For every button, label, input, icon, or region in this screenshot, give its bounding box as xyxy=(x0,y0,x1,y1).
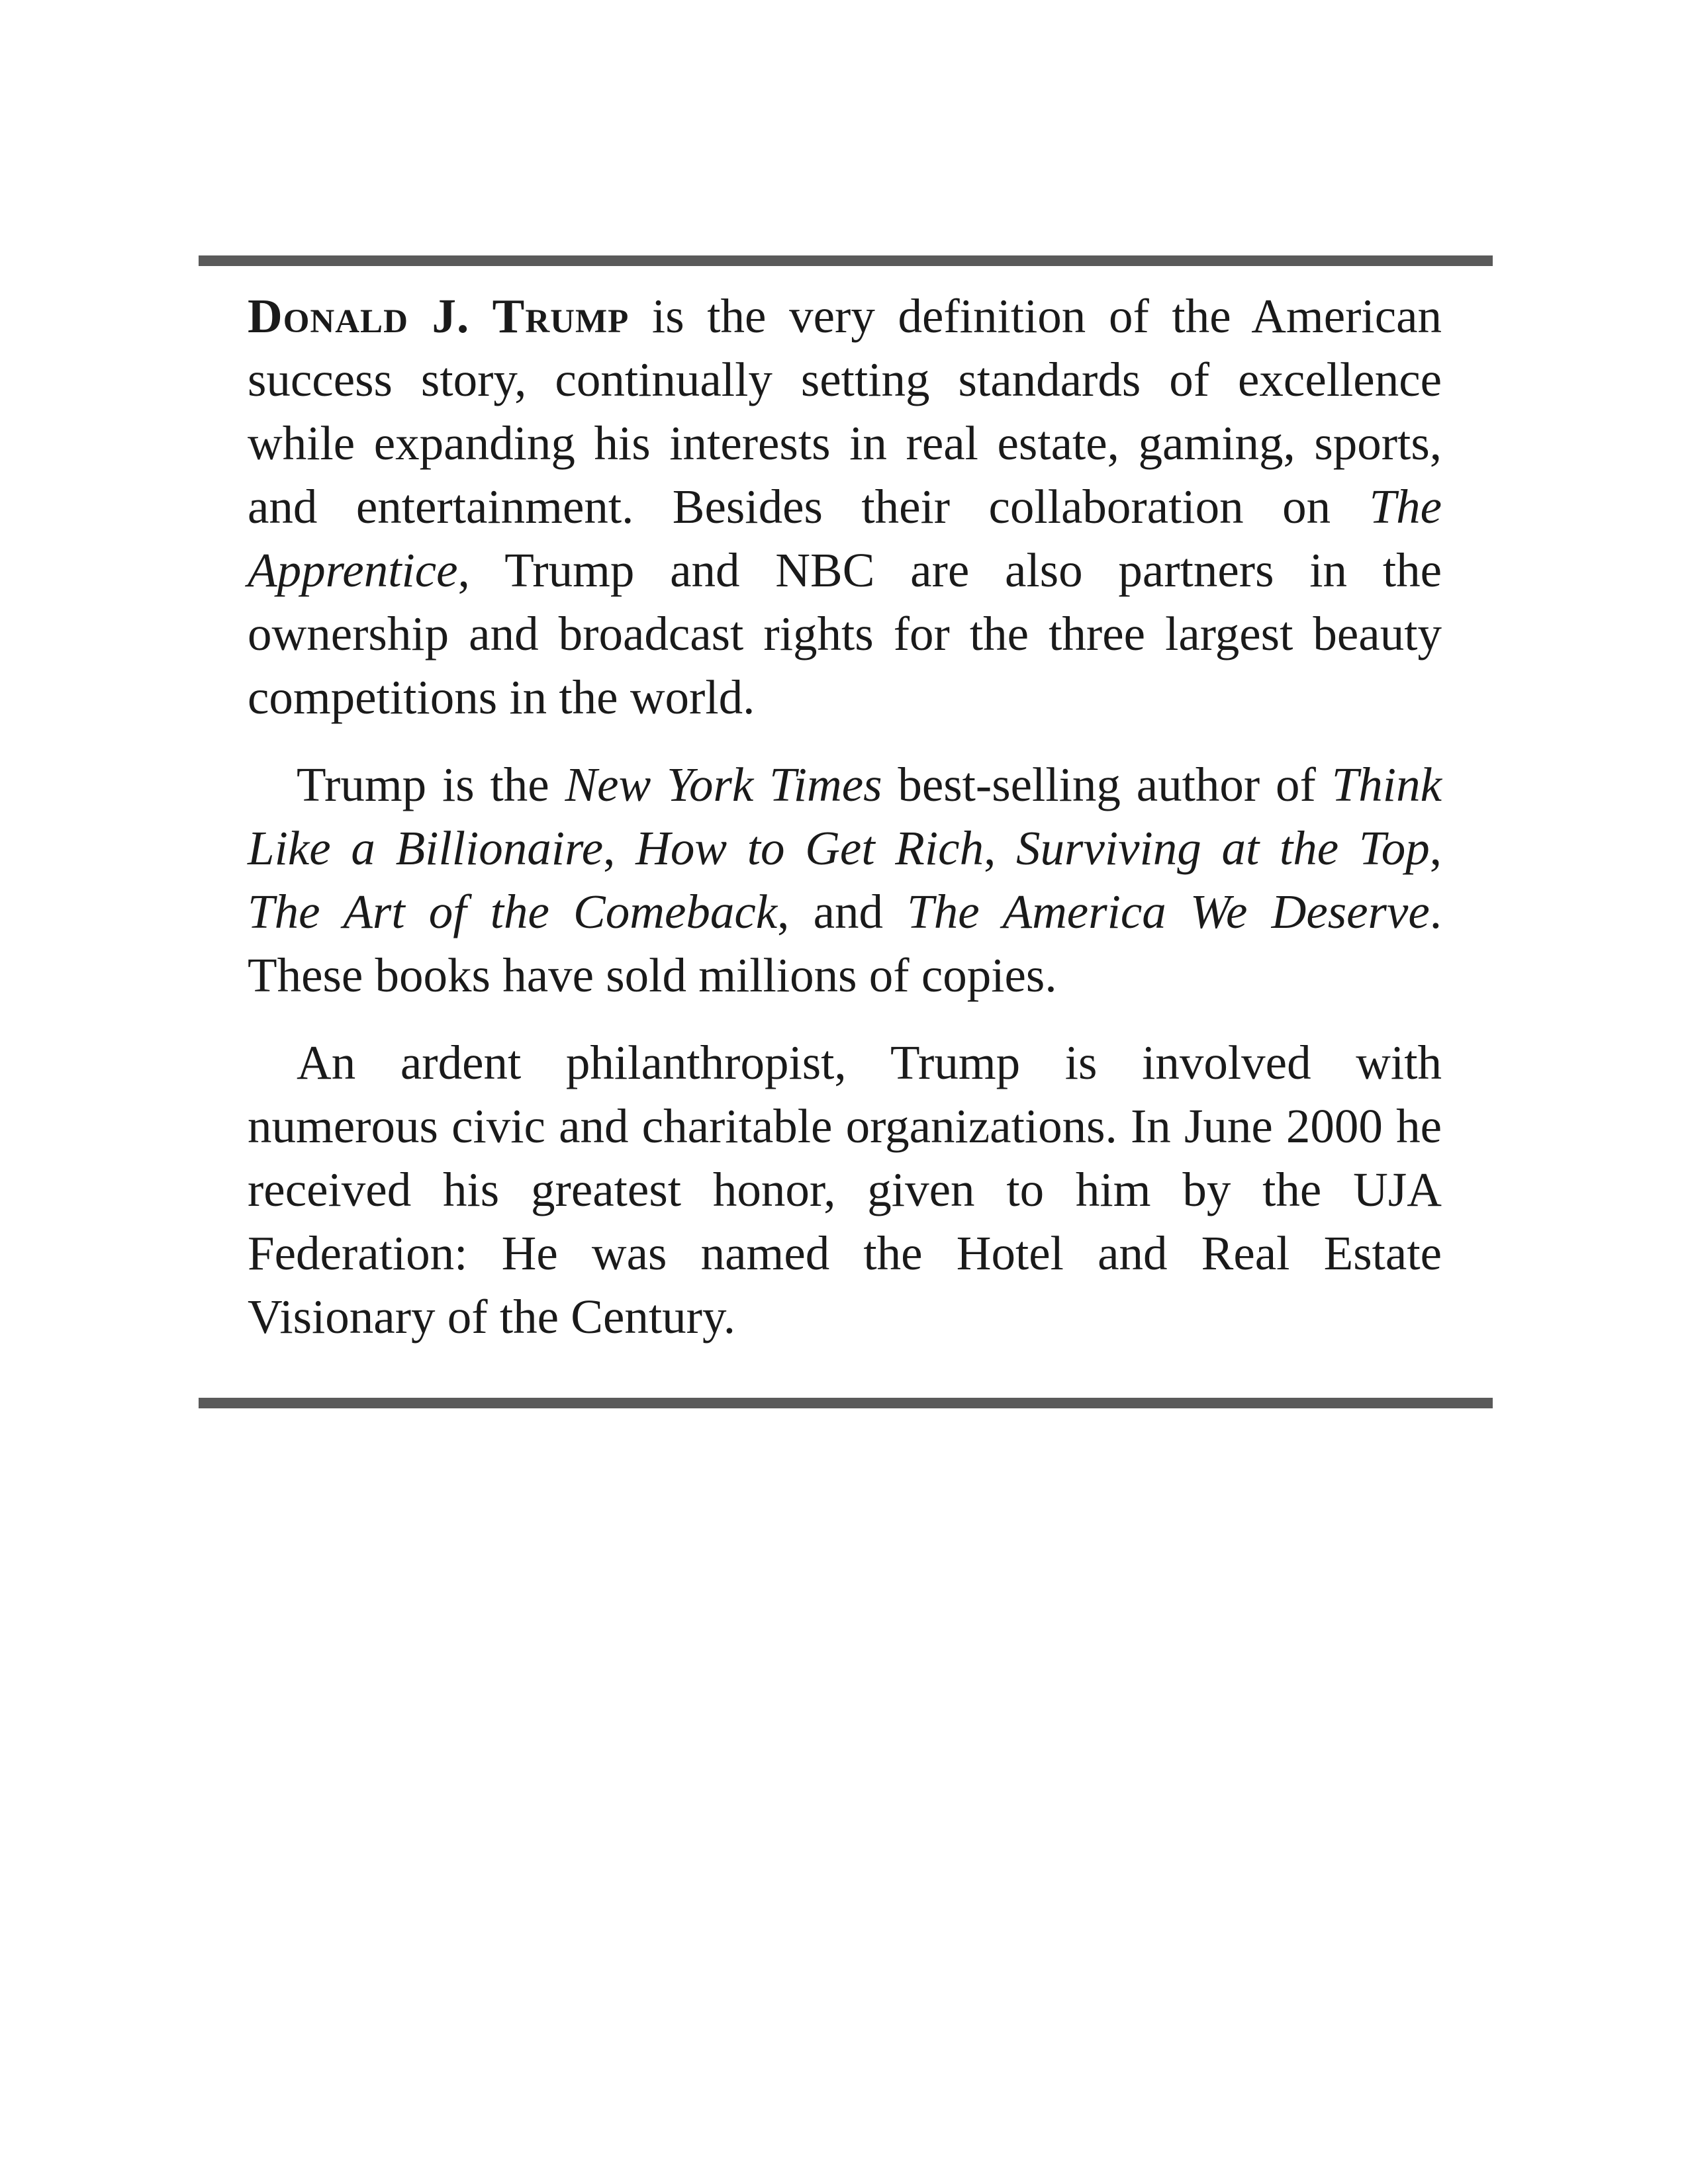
show-title: The Apprentice xyxy=(248,480,1442,597)
newspaper-title: New York Times xyxy=(565,758,882,811)
book-title: The America We Deserve xyxy=(907,885,1430,938)
top-rule xyxy=(199,255,1493,266)
bio-text: is the very definition of the American success story, continually setting standards of excellence while expanding his interests in real estate, gaming, sports, and entertainment. Besides their collaboration on xyxy=(248,289,1442,533)
bio-text: . These books have sold millions of copies. xyxy=(248,885,1442,1002)
bio-paragraph-3 xyxy=(248,1031,1442,1349)
book-title: Think Like a Billionaire xyxy=(248,758,1442,875)
separator: , xyxy=(603,821,636,875)
book-title: The Art of the Comeback xyxy=(248,885,778,938)
bio-text: , Trump and NBC are also partners in the ownership and broadcast rights for the three largest beauty competitions in the world. xyxy=(248,543,1442,724)
separator: , xyxy=(984,821,1017,875)
bio-paragraph-1 xyxy=(248,285,1442,729)
bottom-rule xyxy=(199,1398,1493,1408)
separator: , xyxy=(1429,821,1442,875)
bio-text: An ardent philanthropist, Trump is involved with numerous civic and charitable organizations. In June 2000 he received his greatest honor, given to him by the UJA Federation: He was named the Hotel and Real Estate Visionary of the Century. xyxy=(248,1036,1442,1343)
bio-paragraph-2 xyxy=(248,753,1442,1007)
bio-text: Trump is the xyxy=(297,758,565,811)
book-title: Surviving at the Top xyxy=(1016,821,1430,875)
bio-text: best-selling author of xyxy=(882,758,1332,811)
author-bio xyxy=(248,285,1442,1349)
book-title: How to Get Rich xyxy=(635,821,984,875)
separator: , and xyxy=(777,885,908,938)
author-name: Donald J. Trump xyxy=(248,289,630,343)
